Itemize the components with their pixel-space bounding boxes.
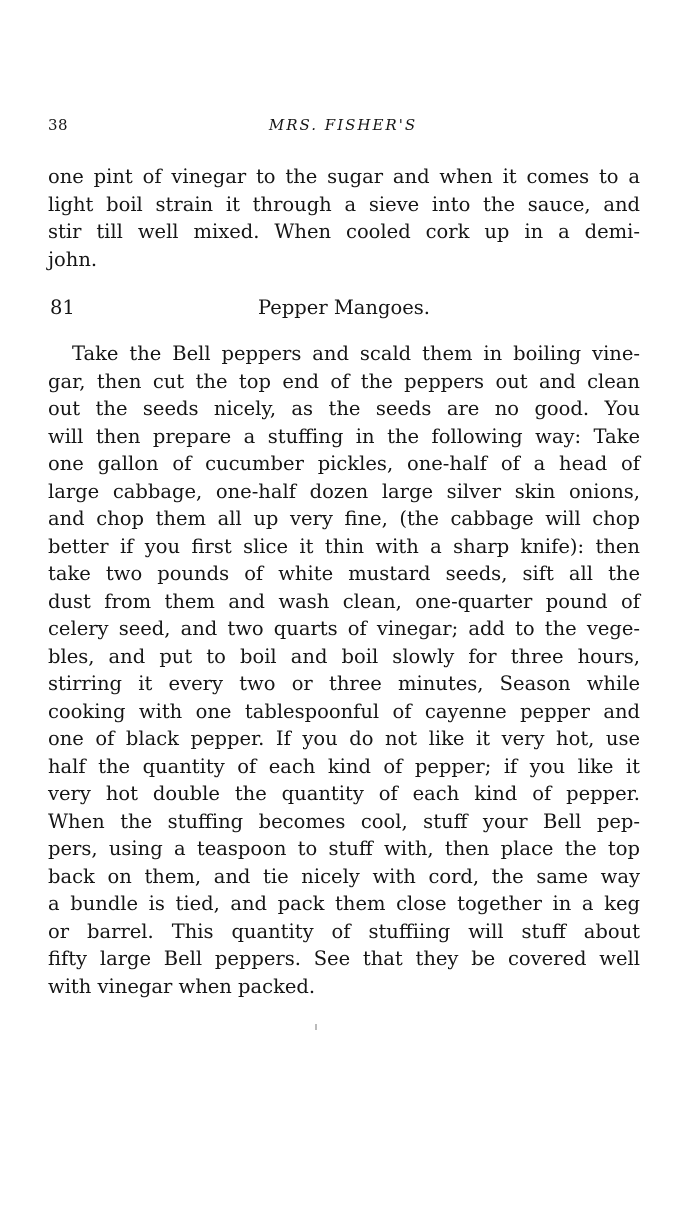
text-line: a bundle is tied, and pack them close together in a keg [48, 892, 640, 915]
text-line: fifty large Bell peppers. See that they be covered well [48, 947, 640, 970]
text-line: better if you first slice it thin with a sharp knife): then [48, 534, 640, 558]
text-line: light boil strain it through a sieve into the sauce, and [48, 192, 640, 216]
text-line: half the quantity of each kind of pepper; if you like it [48, 754, 640, 778]
text-line: dust from them and wash clean, one-quarter pound of [48, 589, 640, 613]
running-title: MRS. FISHER'S [268, 116, 418, 134]
running-head [48, 116, 638, 140]
text-line: with vinegar when packed. [48, 974, 316, 998]
text-line: stirring it every two or three minutes, Season while [48, 672, 640, 695]
text-line: cooking with one tablespoonful of cayenne pepper and [48, 699, 640, 723]
recipe-number: 81 [50, 296, 75, 319]
page-number: 38 [48, 116, 69, 134]
text-line: pers, using a teaspoon to stuff with, then place the top [48, 837, 640, 860]
text-line: one of black pepper. If you do not like it very hot, use [48, 727, 640, 750]
text-line: and chop them all up very fine, (the cabbage will chop [48, 507, 640, 530]
text-line: one gallon of cucumber pickles, one-half of a head of [48, 452, 640, 475]
text-line: celery seed, and two quarts of vinegar; add to the vege- [48, 617, 640, 640]
text-line: very hot double the quantity of each kind of pepper. [48, 782, 640, 805]
text-line: large cabbage, one-half dozen large silver skin onions, [48, 479, 640, 503]
text-line: stir till well mixed. When cooled cork up in a demi- [48, 220, 640, 243]
text-line: back on them, and tie nicely with cord, the same way [48, 864, 640, 888]
text-line: one pint of vinegar to the sugar and when it comes to a [48, 165, 640, 188]
text-line: john. [48, 247, 98, 271]
text-line: bles, and put to boil and boil slowly for three hours, [48, 644, 640, 668]
text-line: take two pounds of white mustard seeds, sift all the [48, 562, 640, 585]
text-line: Take the Bell peppers and scald them in boiling vine- [72, 342, 640, 365]
recipe-heading [48, 296, 640, 326]
paper-speck [315, 1024, 317, 1030]
text-line: When the stuffing becomes cool, stuff your Bell pep- [48, 809, 640, 833]
recipe-title: Pepper Mangoes. [258, 296, 430, 319]
text-line: out the seeds nicely, as the seeds are no good. You [48, 397, 640, 420]
intro-paragraph [48, 163, 640, 273]
recipe-body [48, 340, 640, 1000]
text-line: gar, then cut the top end of the peppers out and clean [48, 369, 640, 393]
text-line: will then prepare a stuffing in the following way: Take [48, 424, 640, 448]
text-line: or barrel. This quantity of stuffiing will stuff about [48, 919, 640, 943]
